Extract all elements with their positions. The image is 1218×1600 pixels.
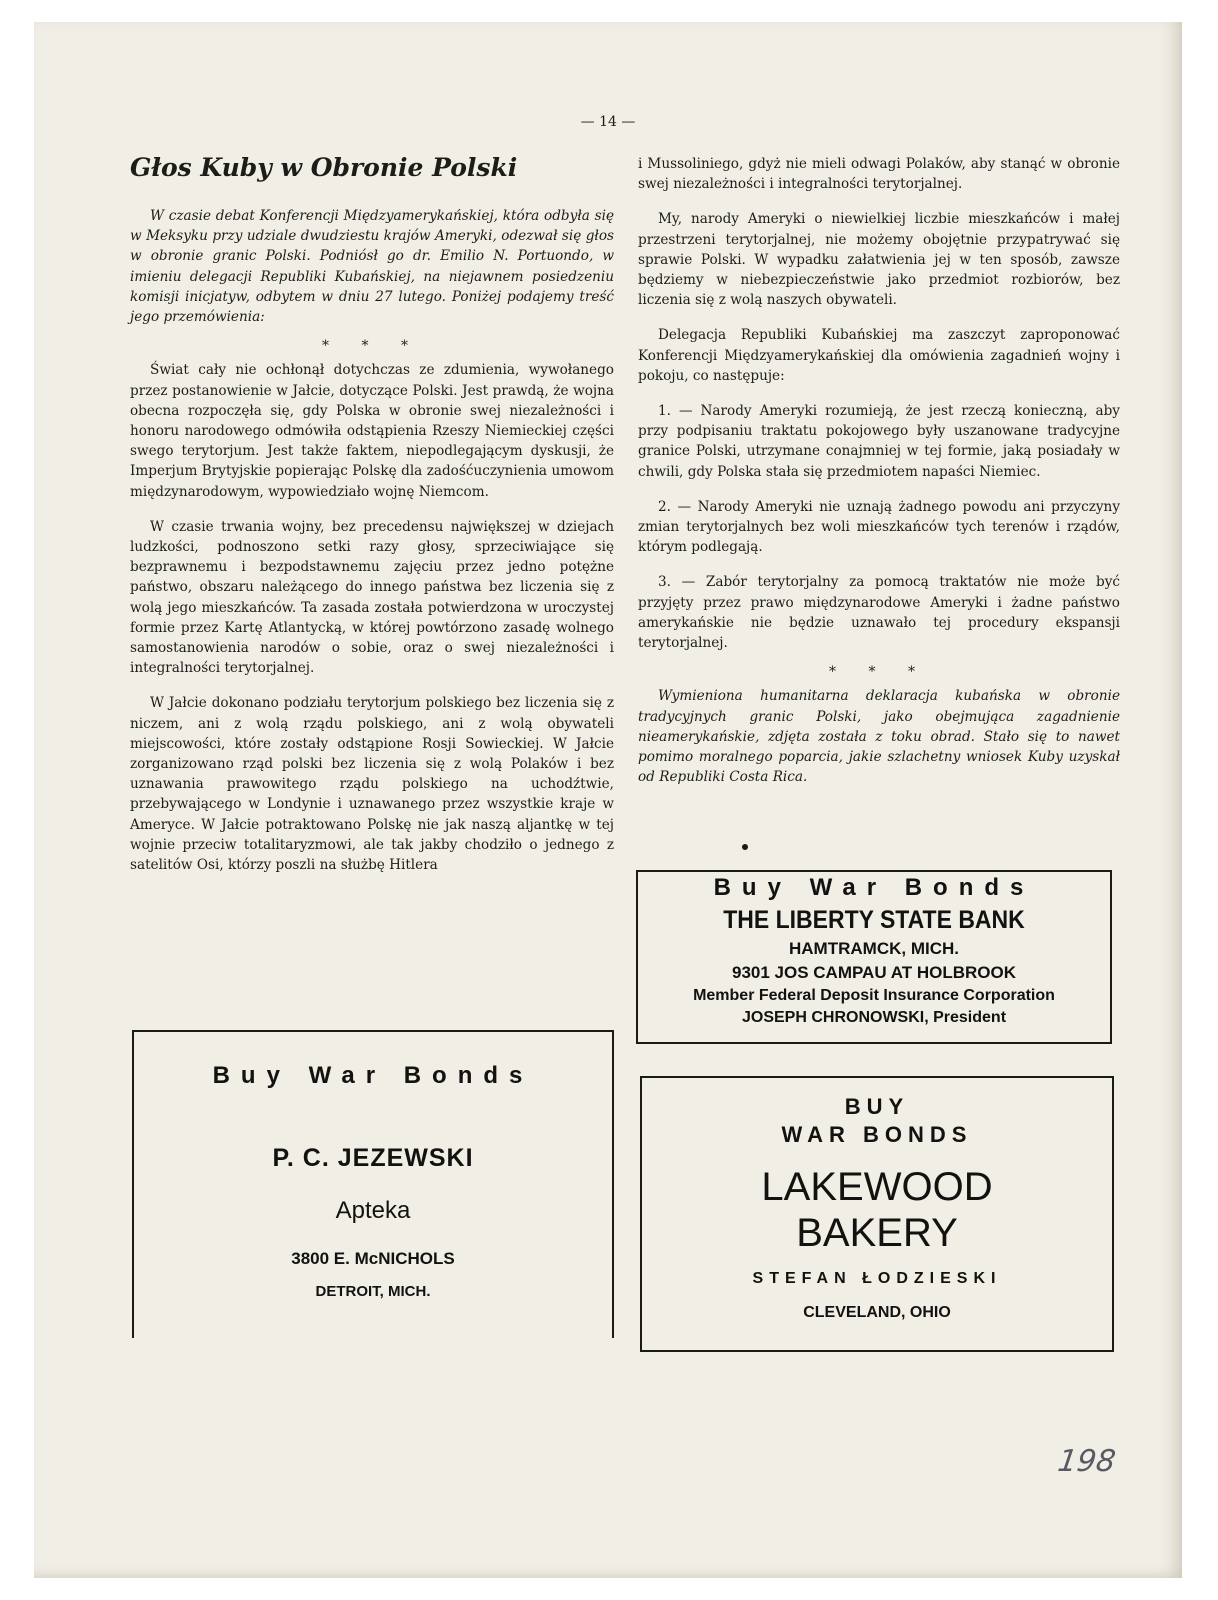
- bullet-dot-icon: [742, 844, 748, 850]
- ad-bakery-name-line2: BAKERY: [796, 1211, 958, 1255]
- ad-business-name: P. C. JEZEWSKI: [272, 1144, 474, 1172]
- ad-owner: STEFAN ŁODZIESKI: [752, 1270, 1002, 1287]
- ad-member: Member Federal Deposit Insurance Corporation: [693, 987, 1055, 1004]
- ad-buy-war-bonds: Buy War Bonds: [212, 1062, 534, 1089]
- ad-city: CLEVELAND, OHIO: [803, 1304, 951, 1321]
- ad-buy-line: BUY: [844, 1094, 910, 1119]
- ad-war-bonds-line: WAR BONDS: [781, 1122, 973, 1147]
- ad-lakewood-bakery: [640, 1076, 1114, 1352]
- left-column: [130, 152, 614, 890]
- paragraph: W czasie trwania wojny, bez precedensu największej w dziejach ludzkości, podnoszono setki razy głosy, sprzeciwiające się bezprawnemu i bezpodstawnemu zajęciu przez jedno potężne państwo, obszaru należącego do innego państwa bez liczenia się z wolą jego mieszkańców. Ta zasada została potwierdzona w uroczystej formie przez Kartę Atlantycką, w której powtórzono zasadę wolnego samostanowienia narodów o sobie, oraz o swej niezależności i integralności terytorjalnej.: [130, 518, 614, 677]
- ad-business-type: Apteka: [335, 1197, 411, 1224]
- handwritten-page-number: 198: [1055, 1444, 1118, 1479]
- list-item: 2. — Narody Ameryki nie uznają żadnego powodu ani przyczyny zmian terytorjalnych bez woli mieszkańców tych terenów i rządów, którym podlegają.: [638, 498, 1120, 556]
- ad-president: JOSEPH CHRONOWSKI, President: [741, 1009, 1007, 1026]
- paragraph: My, narody Ameryki o niewielkiej liczbie mieszkańców i małej przestrzeni terytorjalnej, nie możemy obojętnie przypatrywać się sprawie Polski. W wypadku załatwienia jej w ten sposób, zawsze będziemy w niebezpieczeństwie jako przedmiot rozbiorów, bez liczenia się z wolą naszych obywateli.: [638, 211, 1120, 309]
- paragraph: Świat cały nie ochłonął dotychczas ze zdumienia, wywołanego przez postanowienie w Jałcie, dotyczące Polski. Jest prawdą, że wojna obecna rozpoczęła się, gdy Polska w obronie swej niezależności i honoru narodowego odmówiła odstąpienia Rzeszy Niemieckiej części swego terytorjum. Jest także faktem, niepodlegającym dyskusji, że Imperjum Brytyjskie popierając Polskę dla zadośćuczynienia umowom międzynarodowym, wypowiedziało wojnę Niemcom.: [130, 362, 614, 500]
- article-title: Głos Kuby w Obronie Polski: [130, 153, 518, 182]
- document-page: [34, 22, 1182, 1578]
- list-item: 1. — Narody Ameryki rozumieją, że jest rzeczą konieczną, aby przy podpisaniu traktatu pokojowego były uszanowane tradycyjne granice Polski, utrzymane conajmniej w tej formie, jaką posiadały w chwili, gdy Polska stała się przedmiotem napaści Niemiec.: [638, 403, 1120, 480]
- paragraph: i Mussoliniego, gdyż nie mieli odwagi Polaków, aby stanąć w obronie swej niezależności i integralności terytorjalnej.: [638, 156, 1120, 193]
- article-intro: W czasie debat Konferencji Międzyamerykańskiej, która odbyła się w Meksyku przy udziale dwudziestu krajów Ameryki, odezwał się głos w obronie granic Polski. Podniósł go dr. Emilio N. Portuondo, w imieniu delegacji Republiki Kubańskiej, na niejawnem posiedzeniu komisji inicjatyw, odbytem w dniu 27 lutego. Poniżej podajemy treść jego przemówienia:: [130, 208, 614, 326]
- right-column: [638, 154, 1120, 802]
- page-number: — 14 —: [580, 114, 636, 130]
- ad-bakery-name-line1: LAKEWOOD: [761, 1165, 993, 1209]
- article-closing: Wymieniona humanitarna deklaracja kubańska w obronie tradycyjnych granic Polski, jako obejmująca zagadnienie nieamerykańskie, zdjęta została z toku obrad. Stało się to nawet pomimo moralnego poparcia, jakie szlachetny wniosek Kuby uzyskał od Republiki Costa Rica.: [638, 688, 1120, 786]
- paragraph: W Jałcie dokonano podziału terytorjum polskiego bez liczenia się z niczem, ani z wolą rządu polskiego, ani z wolą obywateli miejscowości, które zostały odstąpione Rosji Sowieckiej. W Jałcie zorganizowano rząd polski bez liczenia się z wolą Polaków i bez uznawania prawowitego rządu polskiego na uchodźtwie, przebywającego w Londynie i uznawanego przez wszystkie kraje w Ameryce. W Jałcie potraktowano Polskę nie jak naszą aljantkę w tej wojnie przeciw totalitaryzmowi, ale tak jakby chodziło o jednego z satelitów Osi, którzy poszli na służbę Hitlera: [130, 695, 614, 874]
- ad-liberty-state-bank: [636, 870, 1112, 1044]
- ad-address: 9301 JOS CAMPAU AT HOLBROOK: [731, 963, 1016, 982]
- ad-jezewski-pharmacy: [132, 1030, 614, 1338]
- ad-bank-name: THE LIBERTY STATE BANK: [723, 906, 1025, 934]
- ad-buy-war-bonds: Buy War Bonds: [713, 874, 1035, 901]
- ad-city: DETROIT, MICH.: [315, 1283, 431, 1300]
- ad-address: 3800 E. McNICHOLS: [291, 1249, 455, 1268]
- ad-city: HAMTRAMCK, MICH.: [789, 939, 959, 958]
- section-separator: * * *: [322, 338, 422, 355]
- list-item: 3. — Zabór terytorjalny za pomocą traktatów nie może być przyjęty przez prawo międzynarodowe Ameryki i żadne państwo amerykańskie nie będzie uznawało tej procedury ekspansji terytorjalnej.: [638, 574, 1120, 652]
- paragraph: Delegacja Republiki Kubańskiej ma zaszczyt zaproponować Konferencji Międzyamerykańskiej dla omówienia zagadnień wojny i pokoju, co następuje:: [638, 327, 1120, 384]
- section-separator: * * *: [829, 664, 929, 681]
